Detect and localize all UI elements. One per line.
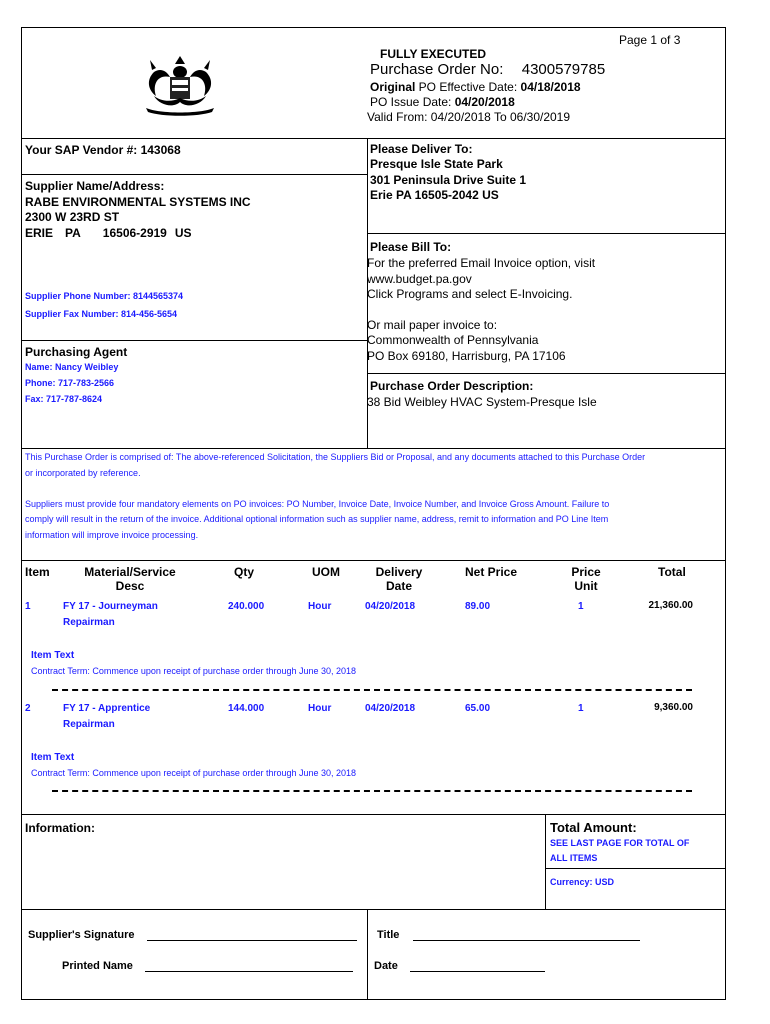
notice-p2-line-3: information will improve invoice processing. xyxy=(25,530,199,540)
supplier-phone: Supplier Phone Number: 8144565374 xyxy=(25,291,184,301)
bill-line-5: Commonwealth of Pennsylvania xyxy=(367,333,539,347)
title-label: Title xyxy=(377,929,400,941)
col-header-uom: UOM xyxy=(312,565,340,579)
supplier-label: Supplier Name/Address: xyxy=(25,179,165,193)
agent-fax: Fax: 717-787-8624 xyxy=(25,394,103,404)
currency-label: Currency: USD xyxy=(550,877,615,887)
notice-p2-line-1: Suppliers must provide four mandatory elements on PO invoices: PO Number, Invoice Date, Invoice Number, and Invoice Gross Amount. Failure to xyxy=(25,499,610,509)
effective-date-line xyxy=(370,80,581,94)
table-row-2-item-text: Contract Term: Commence upon receipt of purchase order through June 30, 2018 xyxy=(31,768,357,778)
bill-line-1: For the preferred Email Invoice option, visit xyxy=(367,256,596,270)
col-header-price-unit-line-1: Price xyxy=(571,565,601,579)
table-row-1-delivery: 04/20/2018 xyxy=(365,601,416,612)
po-number-label: Purchase Order No: xyxy=(370,61,504,78)
date-line[interactable] xyxy=(410,971,545,972)
table-row-2-qty: 144.000 xyxy=(228,703,265,714)
table-row-2-item-text-label: Item Text xyxy=(31,752,75,763)
notice-top-divider xyxy=(21,448,726,449)
table-row-1-desc-line-2: Repairman xyxy=(63,617,115,628)
currency-divider xyxy=(545,868,726,869)
printed-name-label: Printed Name xyxy=(62,960,133,972)
supplier-country: US xyxy=(174,226,192,240)
po-number-line xyxy=(370,61,605,78)
deliver-label: Please Deliver To: xyxy=(370,142,473,156)
signature-column-divider xyxy=(367,909,368,1000)
supplier-signature-label: Supplier's Signature xyxy=(28,929,135,941)
row-separator-2 xyxy=(52,790,692,792)
table-row-1-item-text: Contract Term: Commence upon receipt of purchase order through June 30, 2018 xyxy=(31,666,357,676)
table-row-2-net-price: 65.00 xyxy=(465,703,491,714)
deliver-line-1: Presque Isle State Park xyxy=(370,157,503,171)
header-divider xyxy=(21,138,726,139)
col-header-delivery-line-2: Date xyxy=(385,579,412,593)
col-header-price-unit-line-2: Unit xyxy=(574,579,598,593)
issue-date: 04/20/2018 xyxy=(454,95,515,109)
effective-date: 04/18/2018 xyxy=(520,80,581,94)
signature-top-divider xyxy=(21,909,726,910)
supplier-street: 2300 W 23RD ST xyxy=(25,210,120,224)
col-header-delivery-line-1: Delivery xyxy=(375,565,423,579)
bill-label: Please Bill To: xyxy=(370,240,452,254)
bill-divider xyxy=(367,233,726,234)
table-top-divider xyxy=(21,560,726,561)
col-header-item: Item xyxy=(25,565,50,579)
agent-phone: Phone: 717-783-2566 xyxy=(25,378,115,388)
description-text: 38 Bid Weibley HVAC System-Presque Isle xyxy=(367,395,597,409)
col-header-desc-line-1: Material/Service xyxy=(84,565,176,579)
effective-prefix: Original xyxy=(370,80,416,94)
table-row-2-delivery: 04/20/2018 xyxy=(365,703,416,714)
state-seal-logo xyxy=(140,50,220,118)
table-row-2-item: 2 xyxy=(25,703,31,714)
issue-date-line xyxy=(370,95,515,109)
bill-line-2: www.budget.pa.gov xyxy=(367,272,472,286)
supplier-city: ERIE xyxy=(25,226,54,240)
table-row-1-net-price: 89.00 xyxy=(465,601,491,612)
bill-line-6: PO Box 69180, Harrisburg, PA 17106 xyxy=(367,349,566,363)
col-header-desc-line-2: Desc xyxy=(115,579,145,593)
issue-label: PO Issue Date: xyxy=(370,95,455,109)
agent-divider xyxy=(21,340,367,341)
row-separator-1 xyxy=(52,689,692,691)
supplier-fax: Supplier Fax Number: 814-456-5654 xyxy=(25,309,178,319)
deliver-line-2: 301 Peninsula Drive Suite 1 xyxy=(370,173,527,187)
supplier-zip: 16506-2919 xyxy=(102,226,167,240)
supplier-name: RABE ENVIRONMENTAL SYSTEMS INC xyxy=(25,195,251,209)
vendor-divider xyxy=(21,174,367,175)
table-row-2-desc-line-1: FY 17 - Apprentice xyxy=(63,703,151,714)
notice-p1-line-1: This Purchase Order is comprised of: The above-referenced Solicitation, the Suppliers Bid or Proposal, and any documents attached to this Purchase Order xyxy=(25,452,646,462)
po-number-value: 4300579785 xyxy=(521,61,606,78)
col-header-delivery xyxy=(362,565,436,593)
notice-p2-line-2: comply will result in the return of the invoice. Additional optional information such as supplier name, address, remit to information and PO Line Item xyxy=(25,514,609,524)
description-label: Purchase Order Description: xyxy=(370,379,534,393)
totals-column-divider xyxy=(545,814,546,909)
information-label: Information: xyxy=(25,821,95,835)
table-row-1-item-text-label: Item Text xyxy=(31,650,75,661)
table-row-2-price-unit: 1 xyxy=(578,703,584,714)
valid-dates: Valid From: 04/20/2018 To 06/30/2019 xyxy=(367,110,571,124)
col-header-total: Total xyxy=(658,565,686,579)
table-row-2-desc-line-2: Repairman xyxy=(63,719,115,730)
table-row-2-total: 9,360.00 xyxy=(654,702,693,713)
table-row-2-uom: Hour xyxy=(308,703,332,714)
total-amount-label: Total Amount: xyxy=(550,820,637,835)
col-header-price-unit xyxy=(556,565,616,593)
table-row-1-qty: 240.000 xyxy=(228,601,265,612)
table-row-1-price-unit: 1 xyxy=(578,601,584,612)
page-number: Page 1 of 3 xyxy=(619,33,681,47)
table-row-1-desc-line-1: FY 17 - Journeyman xyxy=(63,601,158,612)
table-row-1-uom: Hour xyxy=(308,601,332,612)
col-header-desc xyxy=(70,565,190,593)
supplier-city-line xyxy=(25,226,192,240)
bill-line-4: Or mail paper invoice to: xyxy=(367,318,498,332)
sap-vendor-number: Your SAP Vendor #: 143068 xyxy=(25,143,181,157)
deliver-line-3: Erie PA 16505-2042 US xyxy=(370,188,499,202)
title-line[interactable] xyxy=(413,940,640,941)
table-row-1-total: 21,360.00 xyxy=(648,600,693,611)
table-row-1-item: 1 xyxy=(25,601,31,612)
description-divider xyxy=(367,373,726,374)
col-header-qty: Qty xyxy=(234,565,255,579)
supplier-signature-line[interactable] xyxy=(147,940,357,941)
agent-label: Purchasing Agent xyxy=(25,345,128,359)
supplier-state: PA xyxy=(65,226,81,240)
notice-p1-line-2: or incorporated by reference. xyxy=(25,468,141,478)
bill-line-3: Click Programs and select E-Invoicing. xyxy=(367,287,573,301)
total-note-line-2: ALL ITEMS xyxy=(550,853,598,863)
date-label: Date xyxy=(374,960,398,972)
printed-name-line[interactable] xyxy=(145,971,353,972)
agent-name: Name: Nancy Weibley xyxy=(25,362,119,372)
col-header-net-price: Net Price xyxy=(465,565,518,579)
effective-label: PO Effective Date: xyxy=(415,80,521,94)
total-note-line-1: SEE LAST PAGE FOR TOTAL OF xyxy=(550,838,690,848)
info-top-divider xyxy=(21,814,726,815)
status-label: FULLY EXECUTED xyxy=(380,47,487,61)
